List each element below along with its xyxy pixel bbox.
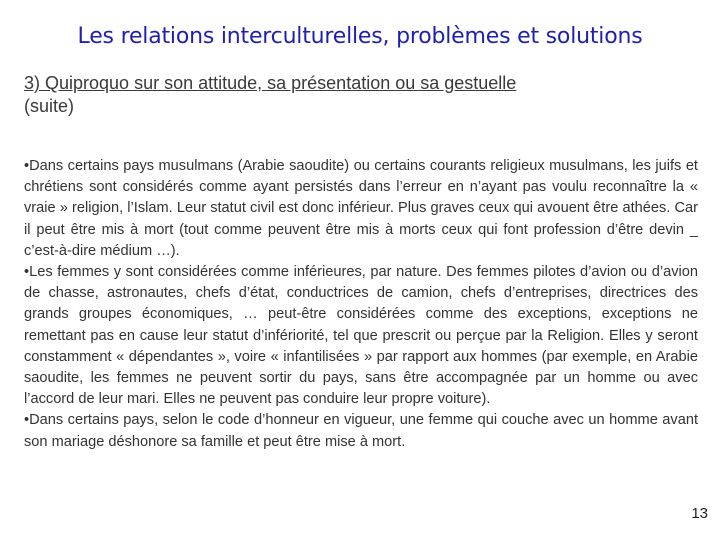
slide-title: Les relations interculturelles, problèmes et solutions <box>77 24 643 49</box>
paragraph-women: •Les femmes y sont considérées comme inférieures, par nature. Des femmes pilotes d’avion ou d’avion de chasse, astronautes, chefs d’état, conductrices de camion, chefs d’entreprises, directrices des grands groupes économiques, … peut-être considérées comme des exceptions, exceptions ne remettant pas en cause leur statut d’infériorité, tel que prescrit ou perçue par la Religion. Elles y seront constamment « dépendantes », voire « infantilisées » par rapport aux hommes (par exemple, en Arabie saoudite, les femmes ne peuvent sortir du pays, sans être accompagnée par un homme ou avec l’accord de leur mari. Elles ne peuvent pas conduire leur propre voiture). <box>24 264 698 408</box>
subtitle-heading: 3) Quiproquo sur son attitude, sa présentation ou sa gestuelle <box>24 73 517 93</box>
paragraph-religion: •Dans certains pays musulmans (Arabie saoudite) ou certains courants religieux musulmans, les juifs et chrétiens sont considérés comme ayant persistés dans l’erreur en n’ayant pas voulu reconnaître la « vraie » religion, l’Islam. Leur statut civil est donc inférieur. Plus graves ceux qui avouent être athées. Car il peut être mis à mort (tout comme peuvent être mis à morts ceux qui font profession d’être devin _ c’est-à-dire médium …). <box>24 158 698 259</box>
slide-body <box>24 156 698 453</box>
subtitle-suffix: (suite) <box>24 96 75 116</box>
slide-subtitle <box>24 72 684 118</box>
paragraph-honor-code: •Dans certains pays, selon le code d’honneur en vigueur, une femme qui couche avec un homme avant son mariage déshonore sa famille et peut être mise à mort. <box>24 412 698 450</box>
page-number: 13 <box>691 505 708 522</box>
